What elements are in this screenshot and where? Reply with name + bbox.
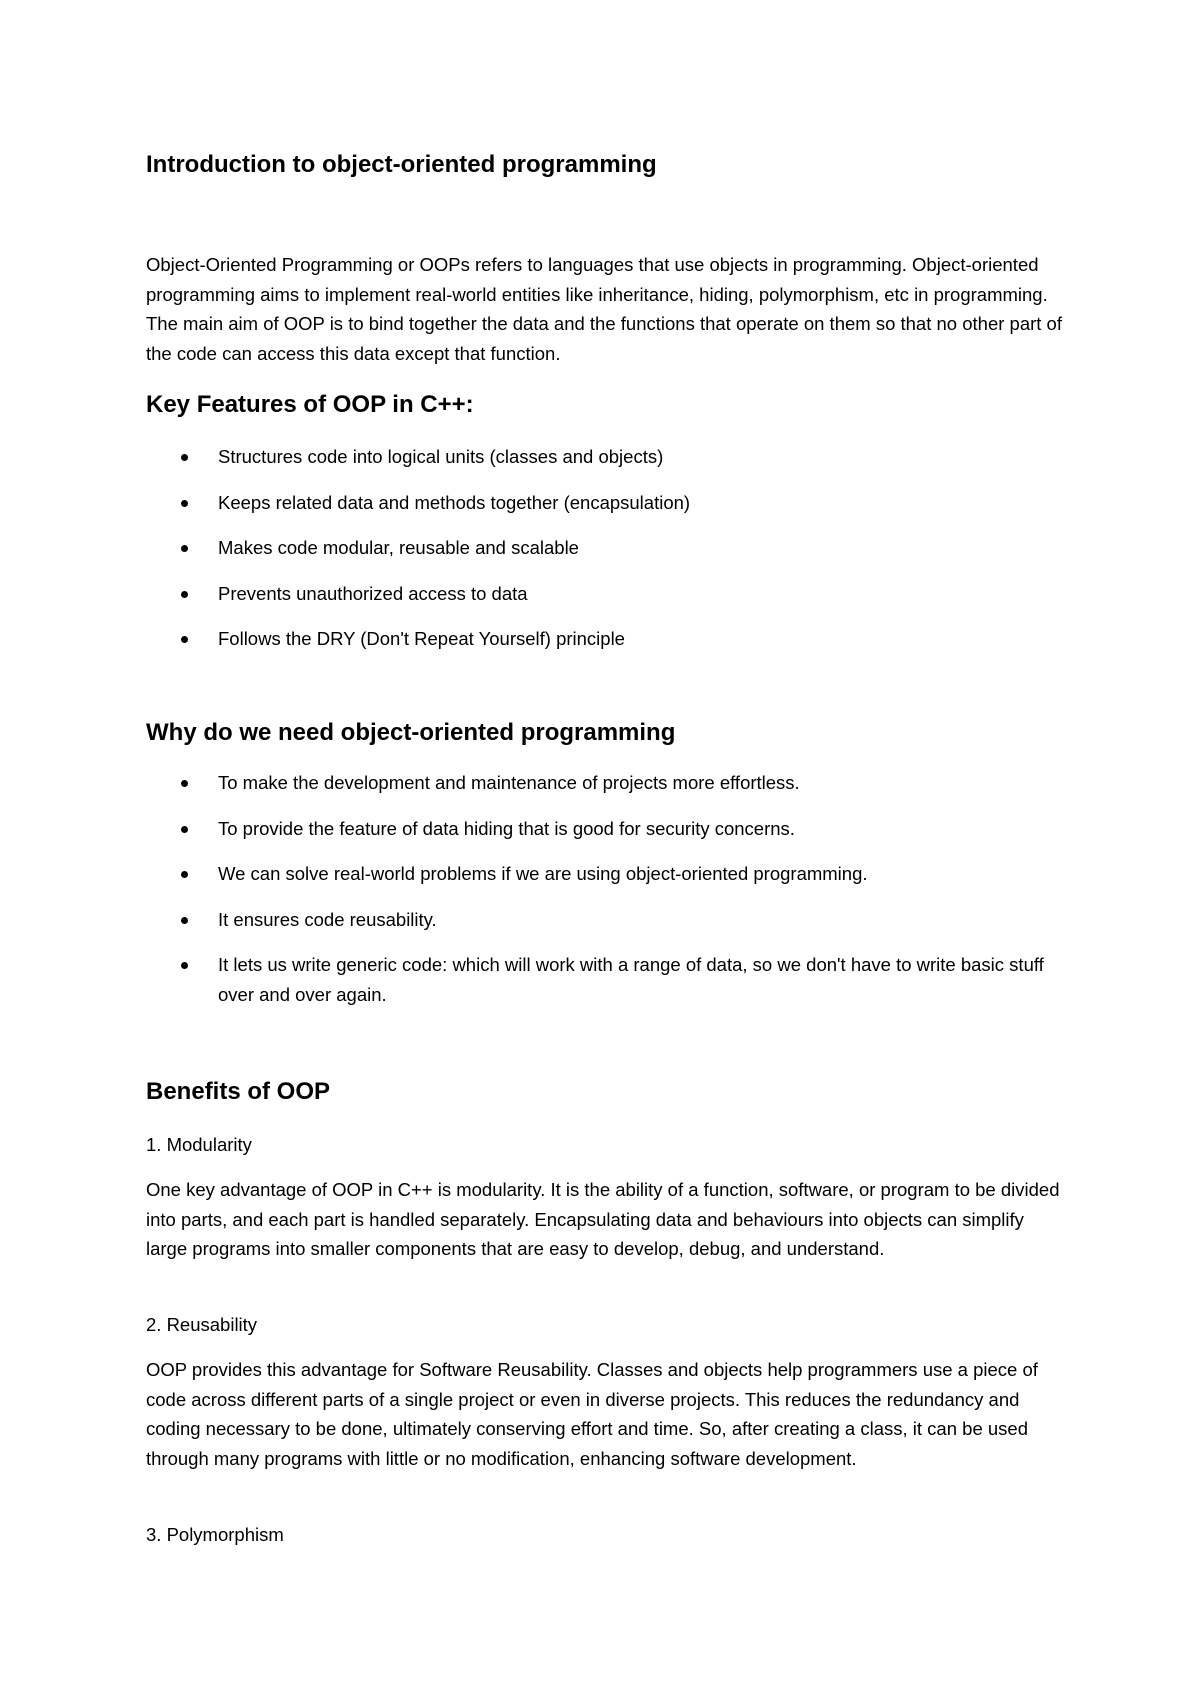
page-title: Introduction to object-oriented programming	[146, 151, 657, 178]
bullet-icon	[181, 962, 188, 969]
bullet-icon	[181, 780, 188, 787]
bullet-icon	[181, 917, 188, 924]
list-item: It lets us write generic code: which will work with a range of data, so we don't have to write basic stuff over and over again.	[146, 950, 1066, 1009]
why-need-heading: Why do we need object-oriented programming	[146, 719, 676, 746]
reusability-paragraph: OOP provides this advantage for Software Reusability. Classes and objects help programmers use a piece of code across different parts of a single project or even in diverse projects. This reduces the redundancy and coding necessary to be done, ultimately conserving effort and time. So, after creating a class, it can be used through many programs with little or no modification, enhancing software development.	[146, 1359, 1038, 1469]
list-item: Structures code into logical units (classes and objects)	[146, 442, 1066, 472]
reusability-label: 2. Reusability	[146, 1314, 258, 1335]
list-item: It ensures code reusability.	[146, 905, 1066, 935]
modularity-paragraph: One key advantage of OOP in C++ is modularity. It is the ability of a function, software, or program to be divided into parts, and each part is handled separately. Encapsulating data and behaviours into objects can simplify large programs into smaller components that are easy to develop, debug, and understand.	[146, 1179, 1060, 1259]
list-item: Follows the DRY (Don't Repeat Yourself) principle	[146, 624, 1066, 654]
why-need-list	[146, 768, 1066, 1025]
list-item: Prevents unauthorized access to data	[146, 579, 1066, 609]
modularity-label: 1. Modularity	[146, 1134, 252, 1155]
bullet-icon	[181, 871, 188, 878]
key-features-list	[146, 442, 1066, 670]
intro-paragraph: Object-Oriented Programming or OOPs refers to languages that use objects in programming. Object-oriented programming aims to implement real-world entities like inheritance, hiding, polymorphism, etc in programming. The main aim of OOP is to bind together the data and the functions that operate on them so that no other part of the code can access this data except that function.	[146, 254, 1062, 364]
bullet-icon	[181, 826, 188, 833]
bullet-icon	[181, 591, 188, 598]
bullet-icon	[181, 500, 188, 507]
bullet-icon	[181, 454, 188, 461]
polymorphism-label: 3. Polymorphism	[146, 1524, 284, 1545]
list-item: Makes code modular, reusable and scalable	[146, 533, 1066, 563]
list-item: Keeps related data and methods together (encapsulation)	[146, 488, 1066, 518]
list-item: To make the development and maintenance of projects more effortless.	[146, 768, 1066, 798]
list-item: To provide the feature of data hiding that is good for security concerns.	[146, 814, 1066, 844]
key-features-heading: Key Features of OOP in C++:	[146, 391, 474, 418]
bullet-icon	[181, 636, 188, 643]
list-item: We can solve real-world problems if we are using object-oriented programming.	[146, 859, 1066, 889]
benefits-heading: Benefits of OOP	[146, 1078, 331, 1105]
bullet-icon	[181, 545, 188, 552]
